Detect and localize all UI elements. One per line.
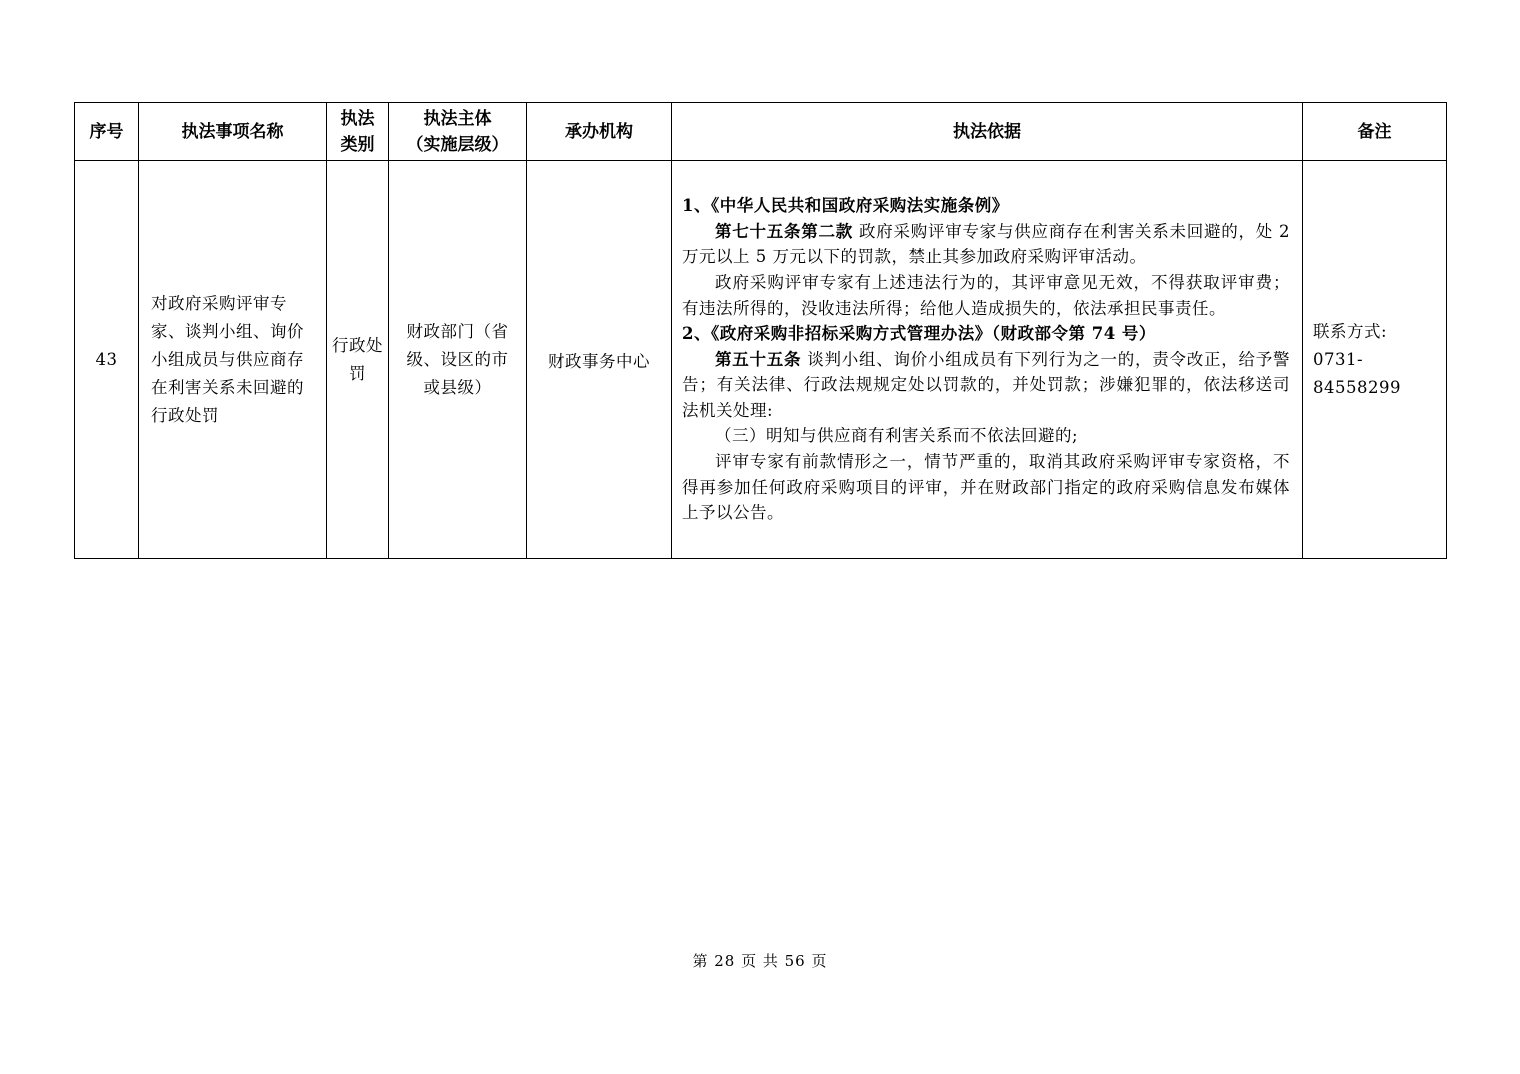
cell-basis [672,161,1303,559]
note-contact-phone: 0731-84558299 [1313,349,1401,397]
note-contact-label: 联系方式: [1313,321,1388,341]
table-row [75,161,1447,559]
cell-subject: 财政部门（省级、设区的市或县级） [389,161,527,559]
law2-item: （三）明知与供应商有利害关系而不依法回避的; [715,426,1079,446]
header-type-line2: 类别 [340,134,375,155]
header-item-name: 执法事项名称 [139,103,327,161]
enforcement-table [74,102,1447,559]
cell-seq: 43 [75,161,139,559]
header-subject [389,103,527,161]
law1-paragraph1 [682,219,1290,270]
cell-type: 行政处罚 [327,161,389,559]
header-subject-line1: 执法主体 [423,108,492,129]
header-subject-line2: （实施层级） [406,134,509,155]
law1-title: 1、《中华人民共和国政府采购法实施条例》 [682,196,1009,216]
header-note: 备注 [1303,103,1447,161]
law2-paragraph1 [682,347,1290,424]
header-type [327,103,389,161]
law2-article-label: 第五十五条 [715,349,802,369]
cell-note [1303,161,1447,559]
law2-title: 2、《政府采购非招标采购方式管理办法》（财政部令第 74 号） [682,324,1156,344]
header-type-line1: 执法 [340,108,375,129]
law2-paragraph2: 评审专家有前款情形之一，情节严重的，取消其政府采购评审专家资格，不得再参加任何政府采购项目的评审，并在财政部门指定的政府采购信息发布媒体上予以公告。 [682,452,1290,523]
header-seq: 序号 [75,103,139,161]
law2-article-text: 谈判小组、询价小组成员有下列行为之一的，责令改正，给予警告；有关法律、行政法规规定处以罚款的，并处罚款；涉嫌犯罪的，依法移送司法机关处理: [682,349,1290,420]
header-department: 承办机构 [527,103,672,161]
header-basis: 执法依据 [672,103,1303,161]
law1-article-label: 第七十五条第二款 [715,221,853,241]
page-footer: 第 28 页 共 56 页 [692,952,828,970]
law1-article-text: 政府采购评审专家与供应商存在利害关系未回避的，处 2 万元以上 5 万元以下的罚款，禁止其参加政府采购评审活动。 [682,221,1290,267]
cell-item-name: 对政府采购评审专家、谈判小组、询价小组成员与供应商存在利害关系未回避的行政处罚 [139,161,327,559]
law1-paragraph2: 政府采购评审专家有上述违法行为的，其评审意见无效，不得获取评审费；有违法所得的，没收违法所得；给他人造成损失的，依法承担民事责任。 [682,272,1290,318]
header-row [75,103,1447,161]
cell-department: 财政事务中心 [527,161,672,559]
